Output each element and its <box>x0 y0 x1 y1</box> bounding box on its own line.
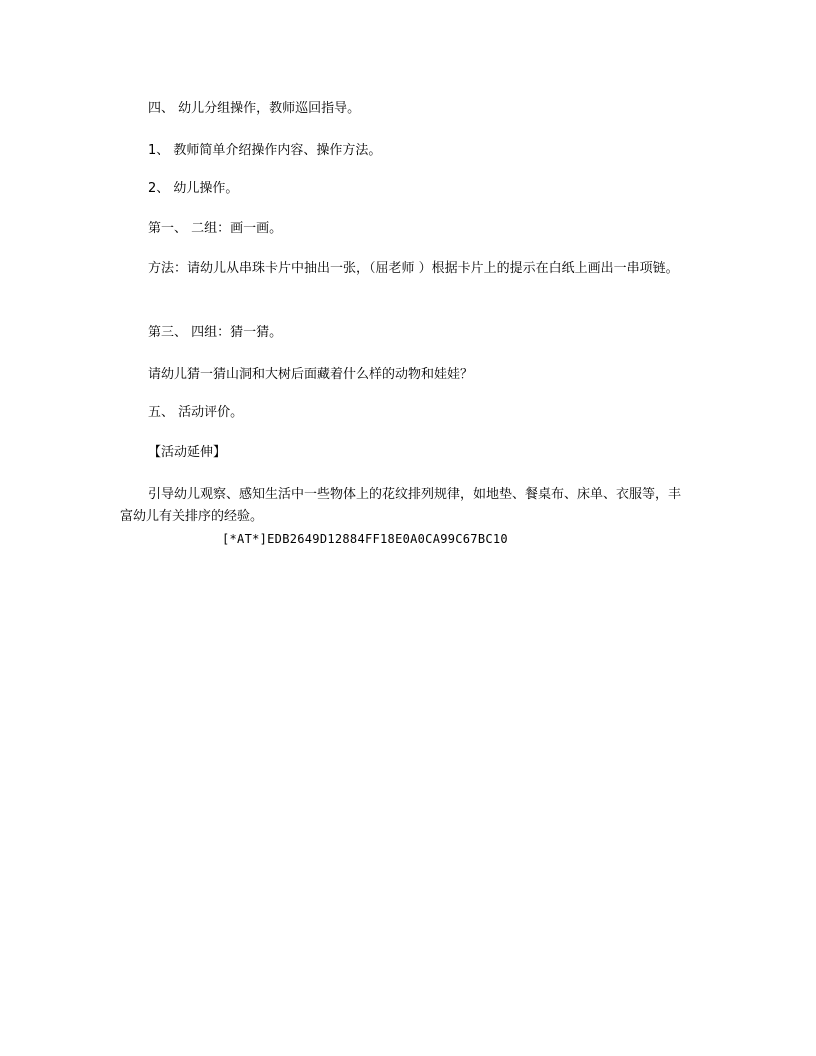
activity-extension-heading: 【活动延伸】 <box>148 445 227 460</box>
section-four-heading: 四、 幼儿分组操作，教师巡回指导。 <box>148 101 361 116</box>
tracking-code: [*AT*]EDB2649D12884FF18E0A0CA99C67BC10 <box>222 532 508 546</box>
step-one: 1、 教师简单介绍操作内容、操作方法。 <box>148 143 382 158</box>
guess-instruction: 请幼儿猜一猜山洞和大树后面藏着什么样的动物和娃娃？ <box>148 367 474 382</box>
section-five-heading: 五、 活动评价。 <box>148 405 244 420</box>
extension-paragraph: 引导幼儿观察、感知生活中一些物体上的花纹排列规律，如地垫、餐桌布、床单、衣服等，丰富幼儿有关排序的经验。 <box>120 487 682 524</box>
method-paragraph: 方法：请幼儿从串珠卡片中抽出一张，（屈老师 ）根据卡片上的提示在白纸上画出一串项链。 <box>148 261 679 276</box>
step-two: 2、 幼儿操作。 <box>148 181 239 196</box>
group-three-four-heading: 第三、 四组：猜一猜。 <box>148 325 283 340</box>
group-one-two-heading: 第一、 二组：画一画。 <box>148 221 283 236</box>
